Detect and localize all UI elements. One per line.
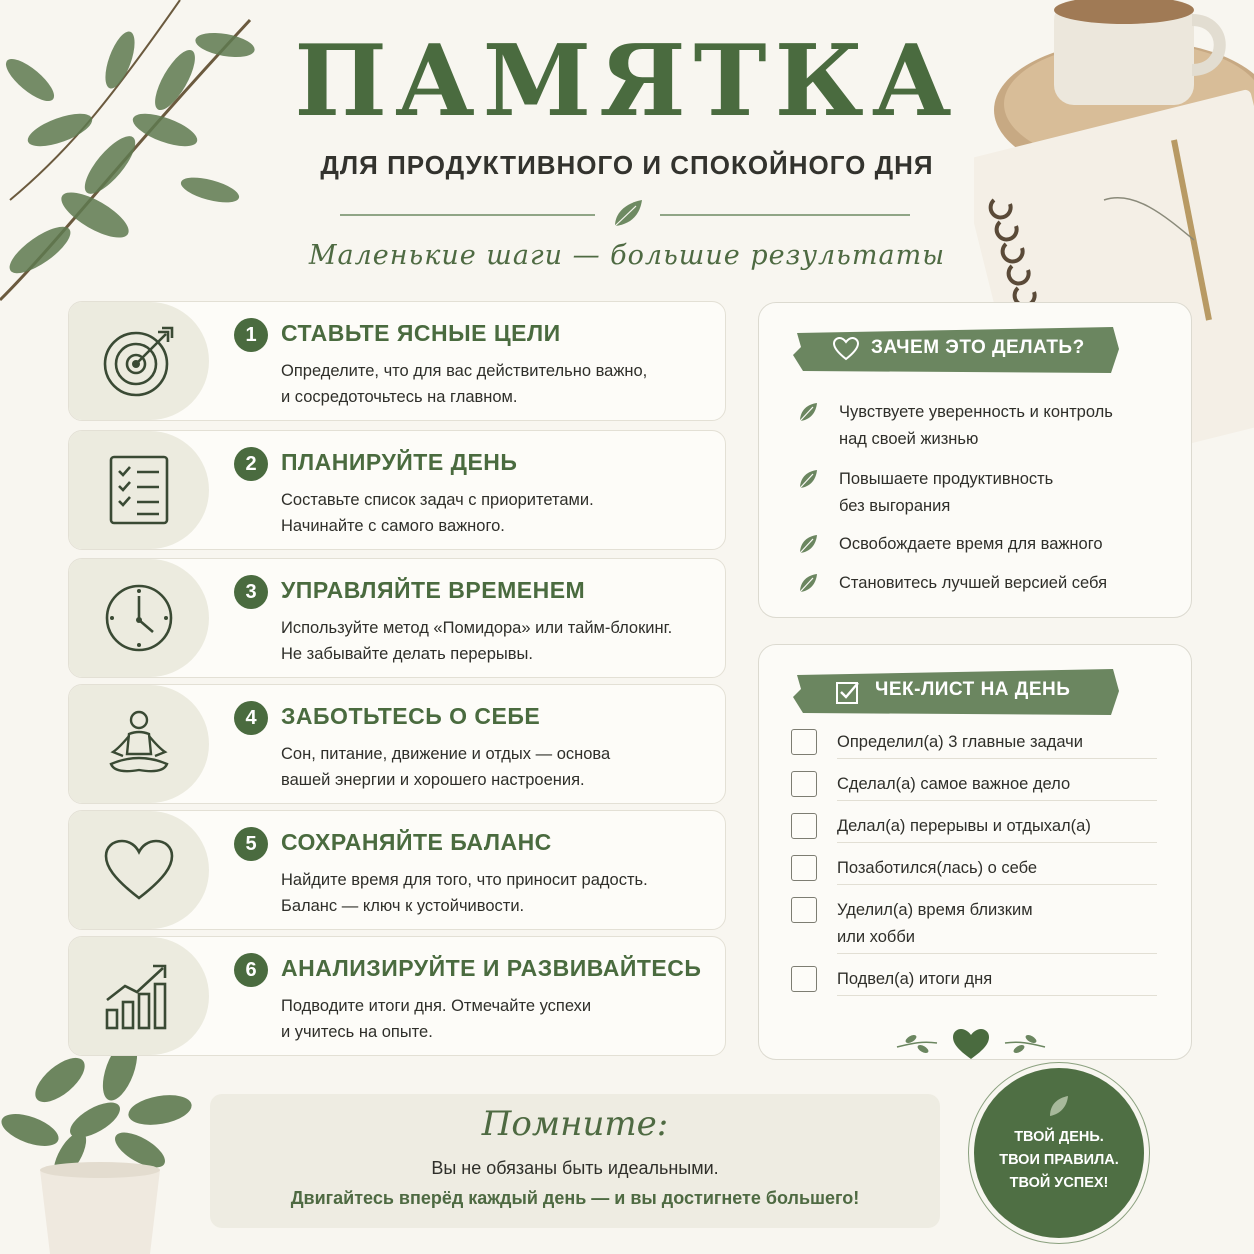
step-title: ПЛАНИРУЙТЕ ДЕНЬ (281, 449, 518, 475)
checkbox[interactable] (791, 813, 817, 839)
meditation-icon (103, 708, 175, 780)
benefit-item: Повышаете продуктивность без выгорания (797, 466, 1157, 520)
growth-chart-icon (103, 960, 175, 1032)
reminder-heading: Помните: (481, 1104, 669, 1144)
step-title: СТАВЬТЕ ЯСНЫЕ ЦЕЛИ (281, 320, 561, 346)
checklist-panel (758, 644, 1192, 1060)
motto-badge (974, 1068, 1144, 1238)
badge-line: ТВОЙ УСПЕХ! (1009, 1175, 1109, 1191)
heart-outline-icon (833, 337, 859, 361)
checkbox-checked-icon (835, 679, 861, 705)
checklist-item[interactable]: Сделал(а) самое важное дело (791, 771, 1157, 801)
reminder-note (210, 1094, 940, 1228)
leaf-icon (797, 533, 819, 555)
why-title: ЗАЧЕМ ЭТО ДЕЛАТЬ? (871, 337, 1085, 358)
step-number: 2 (234, 447, 268, 481)
badge-line: ТВОИ ПРАВИЛА. (999, 1152, 1119, 1168)
heart-icon (103, 838, 175, 902)
step-description: Подводите итоги дня. Отмечайте успехи и учитесь на опыте. (281, 997, 592, 1041)
reminder-line: Вы не обязаны быть идеальными. (431, 1158, 719, 1178)
reminder-emphasis: Двигайтесь вперёд каждый день — и вы достигнете большего! (290, 1188, 860, 1208)
potted-plant-decoration (0, 1040, 210, 1254)
step-description: Найдите время для того, что приносит радость. Баланс — ключ к устойчивости. (281, 871, 648, 915)
step-title: УПРАВЛЯЙТЕ ВРЕМЕНЕМ (281, 577, 586, 603)
target-icon (102, 324, 176, 398)
step-number: 1 (234, 318, 268, 352)
checklist-item[interactable]: Уделил(а) время близким или хобби (791, 897, 1157, 954)
leaf-icon (797, 401, 819, 423)
benefit-item: Чувствуете уверенность и контроль над своей жизнью (797, 399, 1157, 453)
benefit-item: Освобождаете время для важного (797, 531, 1157, 558)
step-card-6 (68, 936, 726, 1056)
checkbox[interactable] (791, 966, 817, 992)
step-description: Сон, питание, движение и отдых — основа вашей энергии и хорошего настроения. (281, 745, 611, 789)
page-subtitle: ДЛЯ ПРОДУКТИВНОГО И СПОКОЙНОГО ДНЯ (320, 150, 934, 180)
tagline: Маленькие шаги — большие результаты (308, 240, 946, 271)
why-panel (758, 302, 1192, 618)
step-description: Составьте список задач с приоритетами. Начинайте с самого важного. (281, 491, 594, 535)
checkbox[interactable] (791, 729, 817, 755)
step-card-4 (68, 684, 726, 804)
step-number: 6 (234, 953, 268, 987)
leaf-divider (340, 198, 910, 232)
step-number: 3 (234, 575, 268, 609)
step-card-2 (68, 430, 726, 550)
checklist-item[interactable]: Подвел(а) итоги дня (791, 966, 1157, 996)
checklist-title: ЧЕК-ЛИСТ НА ДЕНЬ (875, 679, 1071, 700)
heart-leaf-ornament (893, 1025, 1049, 1061)
step-card-1 (68, 301, 726, 421)
step-card-5 (68, 810, 726, 930)
checklist-item[interactable]: Делал(а) перерывы и отдыхал(а) (791, 813, 1157, 843)
step-card-3 (68, 558, 726, 678)
step-number: 4 (234, 701, 268, 735)
benefit-item: Становитесь лучшей версией себя (797, 570, 1157, 597)
checklist-item[interactable]: Определил(а) 3 главные задачи (791, 729, 1157, 759)
checkbox[interactable] (791, 897, 817, 923)
step-title: ЗАБОТЬТЕСЬ О СЕБЕ (281, 703, 541, 729)
leaf-icon (1046, 1094, 1072, 1118)
step-title: СОХРАНЯЙТЕ БАЛАНС (281, 829, 552, 855)
step-description: Используйте метод «Помидора» или тайм-блокинг. Не забывайте делать перерывы. (281, 619, 673, 663)
checkbox[interactable] (791, 855, 817, 881)
checkbox[interactable] (791, 771, 817, 797)
leaf-icon (797, 468, 819, 490)
page-title: ПАМЯТКА (294, 24, 960, 139)
clock-icon (103, 582, 175, 654)
leaf-icon (797, 572, 819, 594)
step-title: АНАЛИЗИРУЙТЕ И РАЗВИВАЙТЕСЬ (281, 955, 702, 981)
badge-line: ТВОЙ ДЕНЬ. (1014, 1129, 1104, 1145)
checklist-item[interactable]: Позаботился(лась) о себе (791, 855, 1157, 885)
step-number: 5 (234, 827, 268, 861)
checklist-icon (107, 453, 171, 527)
step-description: Определите, что для вас действительно важно, и сосредоточьтесь на главном. (281, 362, 648, 406)
